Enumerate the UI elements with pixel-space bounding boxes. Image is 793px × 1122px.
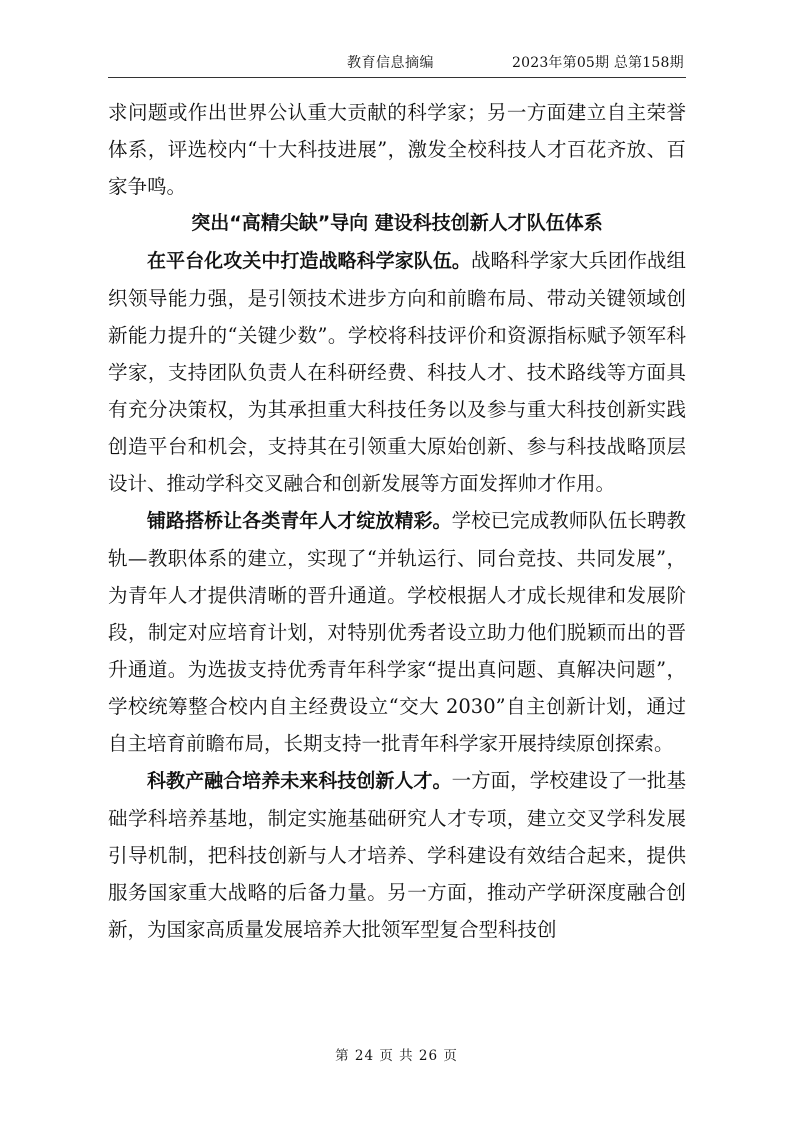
paragraph-lead: 科教产融合培养未来科技创新人才。	[147, 770, 452, 792]
page-number: 第 24 页 共 26 页	[335, 1048, 458, 1064]
paragraph-text: 战略科学家大兵团作战组织领导能力强，是引领技术进步方向和前瞻布局、带动关键领域创新能力提升的“关键少数”。学校将科技评价和资源指标赋予领军科学家，支持团队负责人在科研经费、科技人才、技术路线等方面具有充分决策权，为其承担重大科技任务以及参与重大科技创新实践创造平台和机会，支持其在引领重大原始创新、参与科技战略顶层设计、推动学科交叉融合和创新发展等方面发挥帅才作用。	[108, 249, 686, 495]
paragraph-young-talent	[108, 502, 686, 762]
page-header	[0, 52, 793, 76]
section-title: 突出“高精尖缺”导向 建设科技创新人才队伍体系	[191, 212, 603, 234]
paragraph-future-talent	[108, 762, 686, 948]
issue-number: 2023年第05期 总第158期	[512, 55, 684, 71]
paragraph-text: 一方面，学校建设了一批基础学科培养基地，制定实施基础研究人才专项，建立交叉学科发展引导机制，把科技创新与人才培养、学科建设有效结合起来，提供服务国家重大战略的后备力量。另一方面，推动产学研深度融合创新，为国家高质量发展培养大批领军型复合型科技创	[108, 769, 686, 941]
header-rule	[108, 77, 686, 78]
paragraph-text: 学校已完成教师队伍长聘教轨—教职体系的建立，实现了“并轨运行、同台竞技、共同发展”，为青年人才提供清晰的晋升通道。学校根据人才成长规律和发展阶段，制定对应培育计划，对特别优秀者设立助力他们脱颖而出的晋升通道。为选拔支持优秀青年科学家“提出真问题、真解决问题”，学校统筹整合校内自主经费设立“交大 2030”自主创新计划，通过自主培育前瞻布局，长期支持一批青年科学家开展持续原创探索。	[108, 509, 686, 755]
document-body	[108, 94, 686, 948]
paragraph-continuation: 求问题或作出世界公认重大贡献的科学家；另一方面建立自主荣誉体系，评选校内“十大科技进展”，激发全校科技人才百花齐放、百家争鸣。	[108, 101, 686, 198]
paragraph-lead: 在平台化攻关中打造战略科学家队伍。	[147, 250, 471, 272]
page-footer	[0, 1044, 793, 1064]
publication-name: 教育信息摘编	[347, 55, 434, 71]
paragraph-lead: 铺路搭桥让各类青年人才绽放精彩。	[147, 510, 452, 532]
paragraph-strategic-scientists	[108, 242, 686, 502]
